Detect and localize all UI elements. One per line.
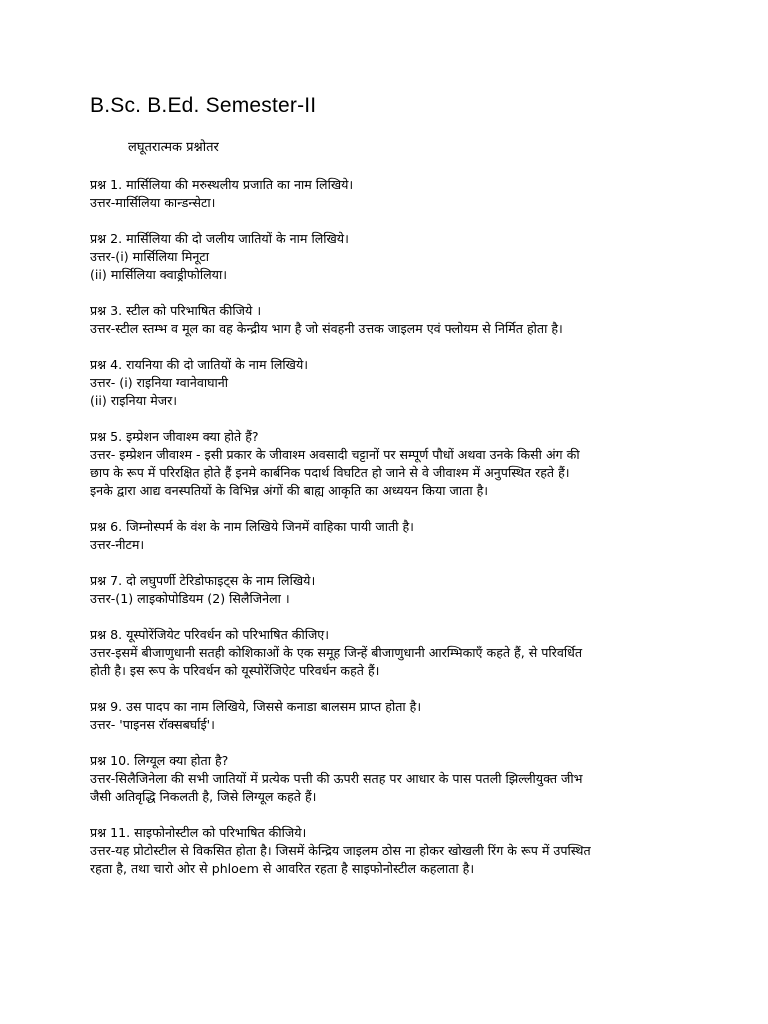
qa-item — [90, 176, 688, 212]
question-text: प्रश्न 5. इम्प्रेशन जीवाश्म क्या होते हैं? — [90, 429, 259, 444]
qa-item — [90, 356, 688, 410]
qa-item — [90, 302, 688, 338]
qa-list — [90, 176, 688, 878]
answer-text: उत्तर-सिलैजिनेला की सभी जातियों में प्रत्येक पत्ती की ऊपरी सतह पर आधार के पास पतली झिल्लीयुक्त जीभ — [90, 771, 583, 786]
qa-item — [90, 518, 688, 554]
answer-text: इनके द्वारा आद्य वनस्पतियों के विभिन्न अंगों की बाह्य आकृति का अध्ययन किया जाता है। — [90, 483, 489, 498]
answer-text: उत्तर-यह प्रोटोस्टील से विकसित होता है। जिसमें केन्द्रिय जाइलम ठोस ना होकर खोखली रिंग के रूप में उपस्थित — [90, 843, 591, 858]
qa-item — [90, 572, 688, 608]
answer-text: उत्तर- (i) राइनिया ग्वानेवाघानी — [90, 375, 229, 390]
answer-text: उत्तर-नीटम। — [90, 537, 145, 552]
answer-text: जैसी अतिवृद्धि निकलती है, जिसे लिग्यूल कहते हैं। — [90, 789, 317, 804]
question-text: प्रश्न 1. मार्सिलिया की मरुस्थलीय प्रजाति का नाम लिखिये। — [90, 177, 354, 192]
answer-text: रहता है, तथा चारो ओर से phloem से आवरित रहता है साइफोनोस्टील कहलाता है। — [90, 861, 475, 876]
question-text: प्रश्न 8. यूस्पोरेंजियेट परिवर्धन को परिभाषित कीजिए। — [90, 627, 330, 642]
answer-text: उत्तर-इसमें बीजाणुधानी सतही कोशिकाओं के एक समूह जिन्हें बीजाणुधानी आरम्भिकाएँ कहते हैं, से परिवर्धित — [90, 645, 583, 660]
qa-item — [90, 824, 688, 878]
qa-item — [90, 626, 688, 680]
answer-text: छाप के रूप में परिरक्षित होते हैं इनमे कार्बनिक पदार्थ विघटित हो जाने से वे जीवाश्म में अनुपस्थित रहते हैं। — [90, 465, 570, 480]
answer-text: (ii) मार्सिलिया क्वाड्रीफोलिया। — [90, 267, 228, 282]
qa-item — [90, 752, 688, 806]
question-text: प्रश्न 9. उस पादप का नाम लिखिये, जिससे कनाडा बालसम प्राप्त होता है। — [90, 699, 422, 714]
document-subtitle: लघूतरात्मक प्रश्नोतर — [128, 140, 219, 155]
answer-text: उत्तर-मार्सिलिया कान्डन्सेटा। — [90, 195, 216, 210]
question-text: प्रश्न 3. स्टील को परिभाषित कीजिये । — [90, 303, 262, 318]
question-text: प्रश्न 2. मार्सिलिया की दो जलीय जातियों के नाम लिखिये। — [90, 231, 349, 246]
question-text: प्रश्न 7. दो लघुपर्णी टेरिडोफाइट्स के नाम लिखिये। — [90, 573, 316, 588]
answer-text: उत्तर-(i) मार्सिलिया मिनूटा — [90, 249, 209, 264]
qa-item — [90, 230, 688, 284]
answer-text: उत्तर-(1) लाइकोपोडियम (2) सिलैजिनेला । — [90, 591, 290, 606]
question-text: प्रश्न 10. लिग्यूल क्या होता है? — [90, 753, 229, 768]
answer-text: (ii) राइनिया मेजर। — [90, 393, 178, 408]
answer-text: होती है। इस रूप के परिवर्धन को यूस्पोरेंजिऐट परिवर्धन कहते हैं। — [90, 663, 380, 678]
answer-text: उत्तर-स्टील स्तम्भ व मूल का वह केन्द्रीय भाग है जो संवहनी उत्तक जाइलम एवं फ्लोयम से निर्मित होता है। — [90, 321, 563, 336]
question-text: प्रश्न 6. जिम्नोस्पर्म के वंश के नाम लिखिये जिनमें वाहिका पायी जाती है। — [90, 519, 414, 534]
question-text: प्रश्न 11. साइफोनोस्टील को परिभाषित कीजिये। — [90, 825, 307, 840]
qa-item — [90, 428, 688, 500]
answer-text: उत्तर- 'पाइनस रॉक्सबर्घाई'। — [90, 717, 215, 732]
answer-text: उत्तर- इम्प्रेशन जीवाश्म - इसी प्रकार के जीवाश्म अवसादी चट्टानों पर सम्पूर्ण पौधों अथवा उनके किसी अंग की — [90, 447, 580, 462]
document-title: B.Sc. B.Ed. Semester-II — [90, 94, 317, 117]
qa-item — [90, 698, 688, 734]
question-text: प्रश्न 4. रायनिया की दो जातियों के नाम लिखिये। — [90, 357, 309, 372]
